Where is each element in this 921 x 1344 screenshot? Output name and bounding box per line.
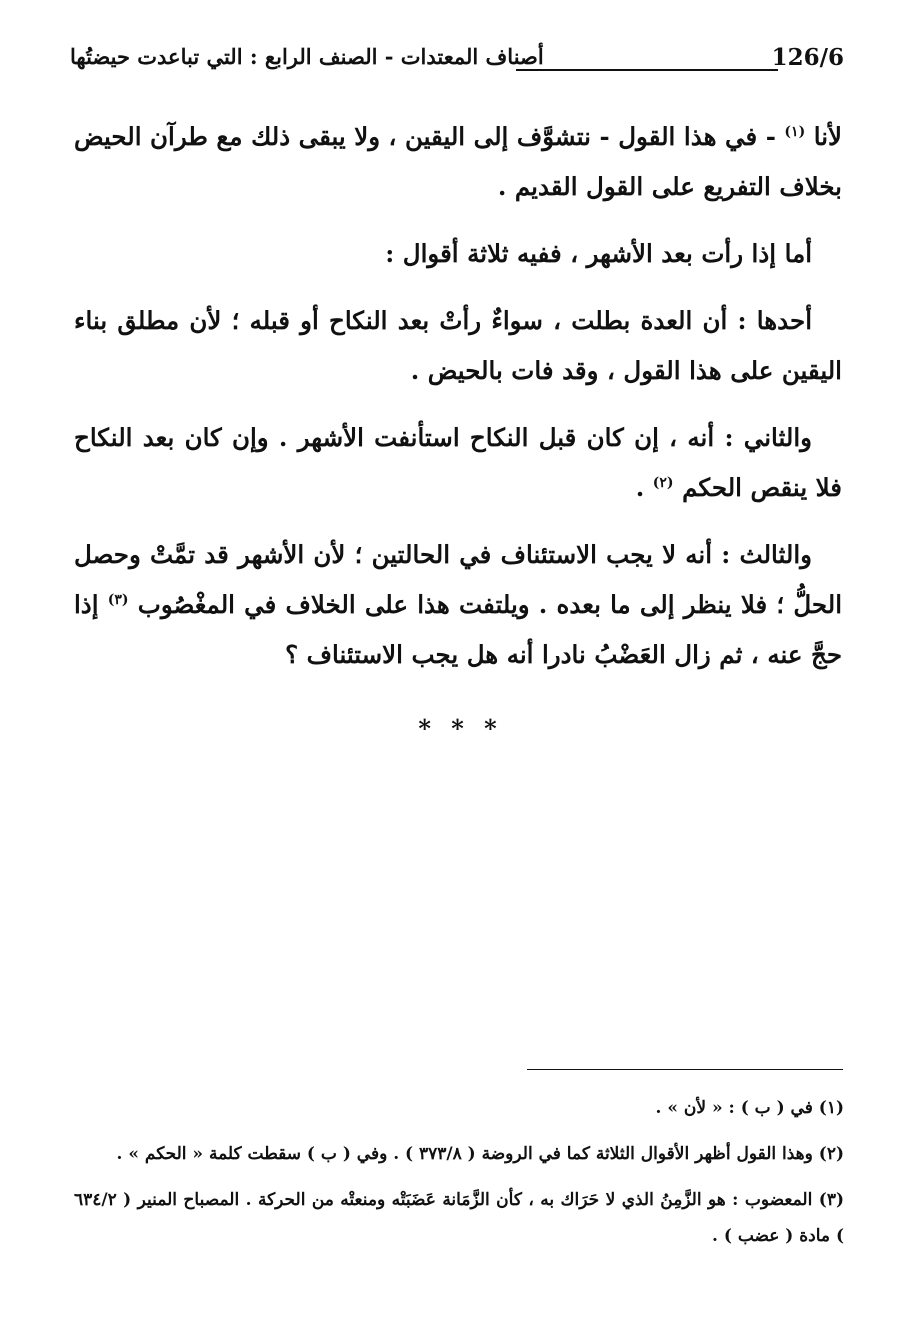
footnote-1: (١) في ( ب ) : « لأن » .	[655, 1098, 844, 1118]
paragraph: أما إذا رأت بعد الأشهر ، ففيه ثلاثة أقوال :	[385, 239, 812, 268]
text-segment: لأنا	[813, 122, 843, 151]
paragraph	[74, 112, 842, 212]
text-segment: .	[635, 473, 645, 502]
section-separator: * * *	[418, 714, 503, 743]
footnote-2: (٢) وهذا القول أظهر الأقوال الثلاثة كما في الروضة ( ٣٧٣/٨ ) . وفي ( ب ) سقطت كلمة « الحكم » .	[116, 1144, 844, 1164]
footnotes	[74, 1090, 844, 1264]
main-text	[74, 112, 842, 697]
text-segment: والثاني : أنه ، إن كان قبل النكاح استأنفت الأشهر . وإن كان بعد النكاح فلا ينقص الحكم	[74, 423, 842, 502]
footnote-rule	[527, 1069, 843, 1070]
page-number: 126/6	[771, 44, 844, 71]
running-header	[70, 44, 844, 84]
text-segment: إذا حجَّ عنه ، ثم زال العَضْبُ نادرا أنه هل يجب الاستئناف ؟	[74, 590, 842, 669]
text-segment: - في هذا القول - نتشوَّف إلى اليقين ، ولا يبقى ذلك مع طرآن الحيض بخلاف التفريع على القول القديم .	[74, 122, 842, 201]
footnote-ref-1[interactable]: (١)	[784, 123, 806, 140]
paragraph: أحدها : أن العدة بطلت ، سواءٌ رأتْ بعد النكاح أو قبله ؛ لأن مطلق بناء اليقين على هذا القول ، وقد فات بالحيض .	[74, 306, 842, 385]
footnote-ref-2[interactable]: (٢)	[652, 474, 674, 491]
header-rule	[516, 69, 778, 71]
paragraph	[74, 413, 842, 513]
footnote-3: (٣) المعضوب : هو الزَّمِنُ الذي لا حَرَاك به ، كأن الزَّمَانة عَضَبَتْه ومنعتْه من الحركة . المصباح المنير ( ٦٣٤/٢ ) مادة ( عضب ) .	[74, 1190, 844, 1246]
paragraph	[74, 530, 842, 680]
running-title: أصناف المعتدات - الصنف الرابع : التي تباعدت حيضتُها	[70, 44, 544, 69]
footnote-ref-3[interactable]: (٣)	[107, 591, 129, 608]
text-segment: والثالث : أنه لا يجب الاستئناف في الحالتين ؛ لأن الأشهر قد تمَّتْ وحصل الحلُّ ؛ فلا ينظر إلى ما بعده . ويلتفت هذا على الخلاف في المغْصُوب	[74, 540, 843, 619]
